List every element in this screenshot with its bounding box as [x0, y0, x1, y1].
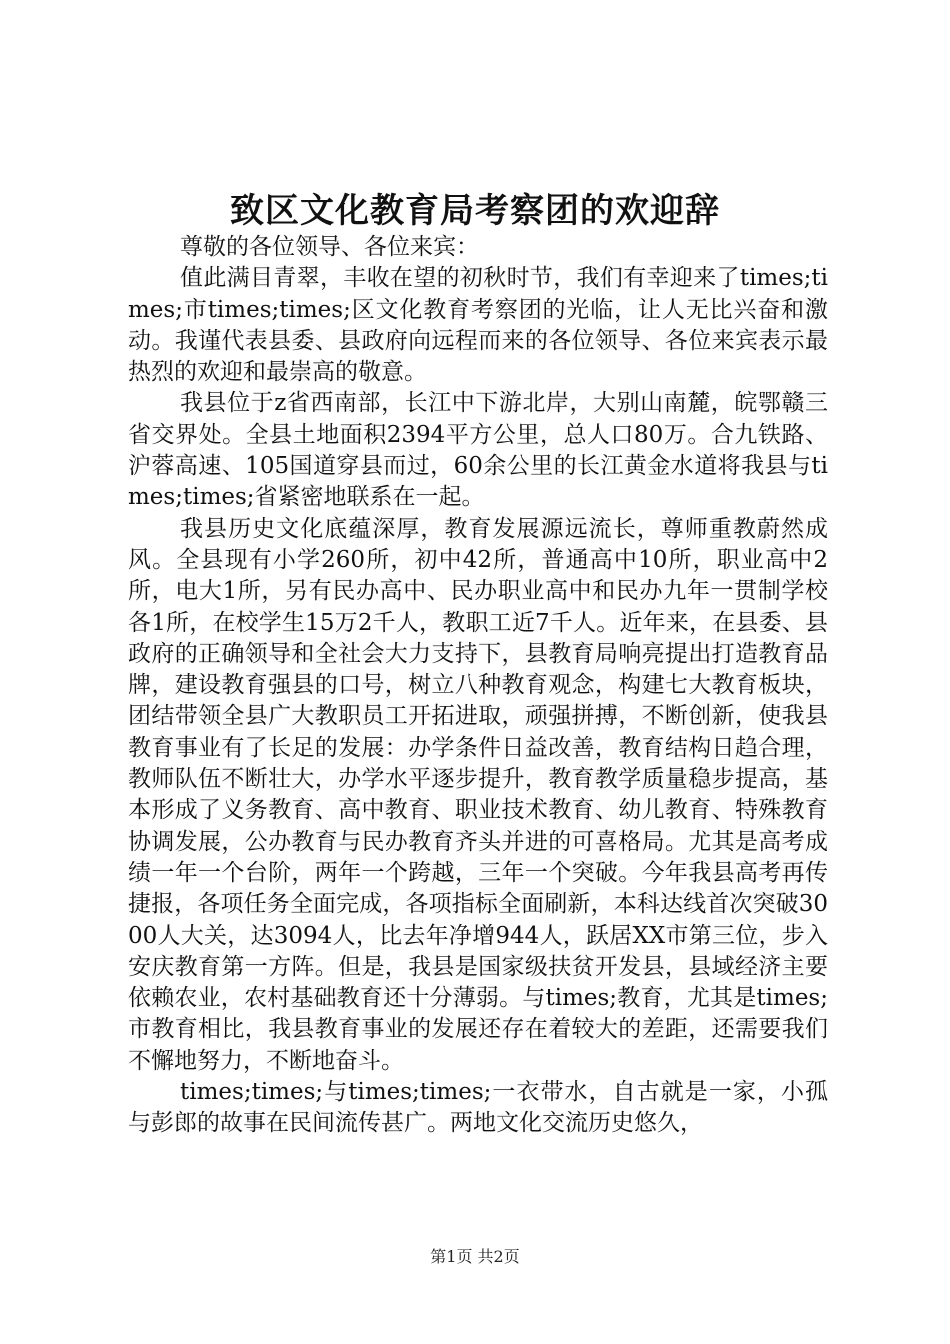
- salutation: 尊敬的各位领导、各位来宾：: [180, 234, 479, 260]
- paragraph-education-history: 我县历史文化底蕴深厚，教育发展源远流长，尊师重教蔚然成风。全县现有小学260所，初中42所，普通高中10所，职业高中2所，电大1所，另有民办高中、民办职业高中和民办九年一贯制学校各1所，在校学生15万2千人，教职工近7千人。近年来，在县委、县政府的正确领导和全社会大力支持下，县教育局响亮提出打造教育品牌，建设教育强县的口号，树立八种教育观念，构建七大教育板块，团结带领全县广大教职员工开拓进取，顽强拼搏，不断创新，使我县教育事业有了长足的发展：办学条件日益改善，教育结构日趋合理，教师队伍不断壮大，办学水平逐步提升，教育教学质量稳步提高，基本形成了义务教育、高中教育、职业技术教育、幼儿教育、特殊教育协调发展，公办教育与民办教育齐头并进的可喜格局。尤其是高考成绩一年一个台阶，两年一个跨越，三年一个突破。今年我县高考再传捷报，各项任务全面完成，各项指标全面刷新，本科达线首次突破3000人大关，达3094人，比去年净增944人，跃居XX市第三位，步入安庆教育第一方阵。但是，我县是国家级扶贫开发县，县域经济主要依赖农业，农村基础教育还十分薄弱。与times;教育，尤其是times;市教育相比，我县教育事业的发展还存在着较大的差距，还需要我们不懈地努力，不断地奋斗。: [128, 515, 828, 1074]
- page-number-footer: 第1页 共2页: [430, 1247, 520, 1266]
- paragraph-cultural-ties: times;times;与times;times;一衣带水，自古就是一家，小孤与彭郎的故事在民间流传甚广。两地文化交流历史悠久，: [128, 1079, 828, 1137]
- paragraph-welcome: 值此满目青翠，丰收在望的初秋时节，我们有幸迎来了times;times;市times;times;区文化教育考察团的光临，让人无比兴奋和激动。我谨代表县委、县政府向远程而来的各位领导、各位来宾表示最热烈的欢迎和最崇高的敬意。: [128, 265, 828, 386]
- document-body: [128, 232, 828, 1140]
- paragraph-county-overview: 我县位于z省西南部，长江中下游北岸，大别山南麓，皖鄂赣三省交界处。全县土地面积2394平方公里，总人口80万。合九铁路、沪蓉高速、105国道穿县而过，60余公里的长江黄金水道将我县与times;times;省紧密地联系在一起。: [128, 390, 828, 511]
- document-title: 致区文化教育局考察团的欢迎辞: [230, 191, 720, 231]
